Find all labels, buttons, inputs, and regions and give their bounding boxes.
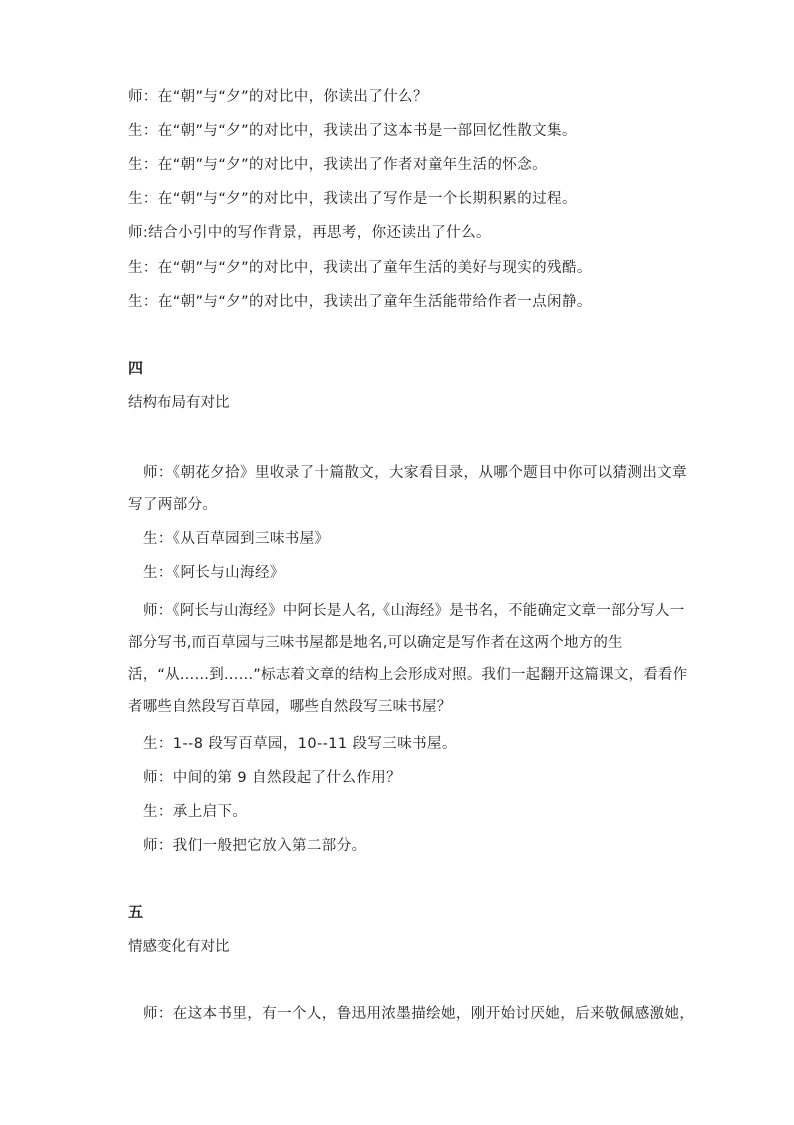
- dialogue-line: 生：《从百草园到三味书屋》: [143, 531, 330, 547]
- dialogue-line: 师：中间的第 9 自然段起了什么作用？: [143, 770, 402, 786]
- dialogue-paragraph: 师：《阿长与山海经》中阿长是人名,《山海经》是书名，不能确定文章一部分写人一部分写书,而百草园与三味书屋都是地名,可以确定是写作者在这两个地方的生活，“从……到……”标志着文章的结构上会形成对照。我们一起翻开这篇课文，看看作者哪些自然段写百草园，哪些自然段写三味书屋？: [128, 603, 688, 715]
- dialogue-line: 师：在“朝”与“夕”的对比中，你读出了什么？: [128, 89, 428, 105]
- dialogue-line: 生：在“朝”与“夕”的对比中，我读出了作者对童年生活的怀念。: [128, 157, 548, 173]
- dialogue-line: 生：承上启下。: [143, 804, 248, 820]
- dialogue-line: 生：在“朝”与“夕”的对比中，我读出了这本书是一部回忆性散文集。: [128, 123, 577, 139]
- dialogue-line: 师：我们一般把它放入第二部分。: [143, 838, 367, 854]
- dialogue-line: 生：1--8 段写百草园，10--11 段写三味书屋。: [143, 736, 457, 752]
- dialogue-line: 师：在这本书里，有一个人，鲁迅用浓墨描绘她，刚开始讨厌她，后来敬佩感激她，: [143, 1006, 695, 1022]
- dialogue-line: 生：在“朝”与“夕”的对比中，我读出了童年生活的美好与现实的残酷。: [128, 260, 592, 276]
- dialogue-line: 生：在“朝”与“夕”的对比中，我读出了写作是一个长期积累的过程。: [128, 191, 577, 207]
- dialogue-paragraph: 师：《朝花夕拾》里收录了十篇散文，大家看目录，从哪个题目中你可以猜测出文章写了两部分。: [128, 465, 688, 513]
- section-number: 五: [128, 903, 144, 921]
- dialogue-line: 生：在“朝”与“夕”的对比中，我读出了童年生活能带给作者一点闲静。: [128, 294, 592, 310]
- dialogue-line: 师:结合小引中的写作背景，再思考，你还读出了什么。: [128, 225, 491, 241]
- dialogue-line: 生：《阿长与山海经》: [143, 565, 285, 581]
- section-number: 四: [128, 359, 144, 377]
- section-title: 结构布局有对比: [128, 395, 230, 411]
- section-title: 情感变化有对比: [128, 939, 230, 955]
